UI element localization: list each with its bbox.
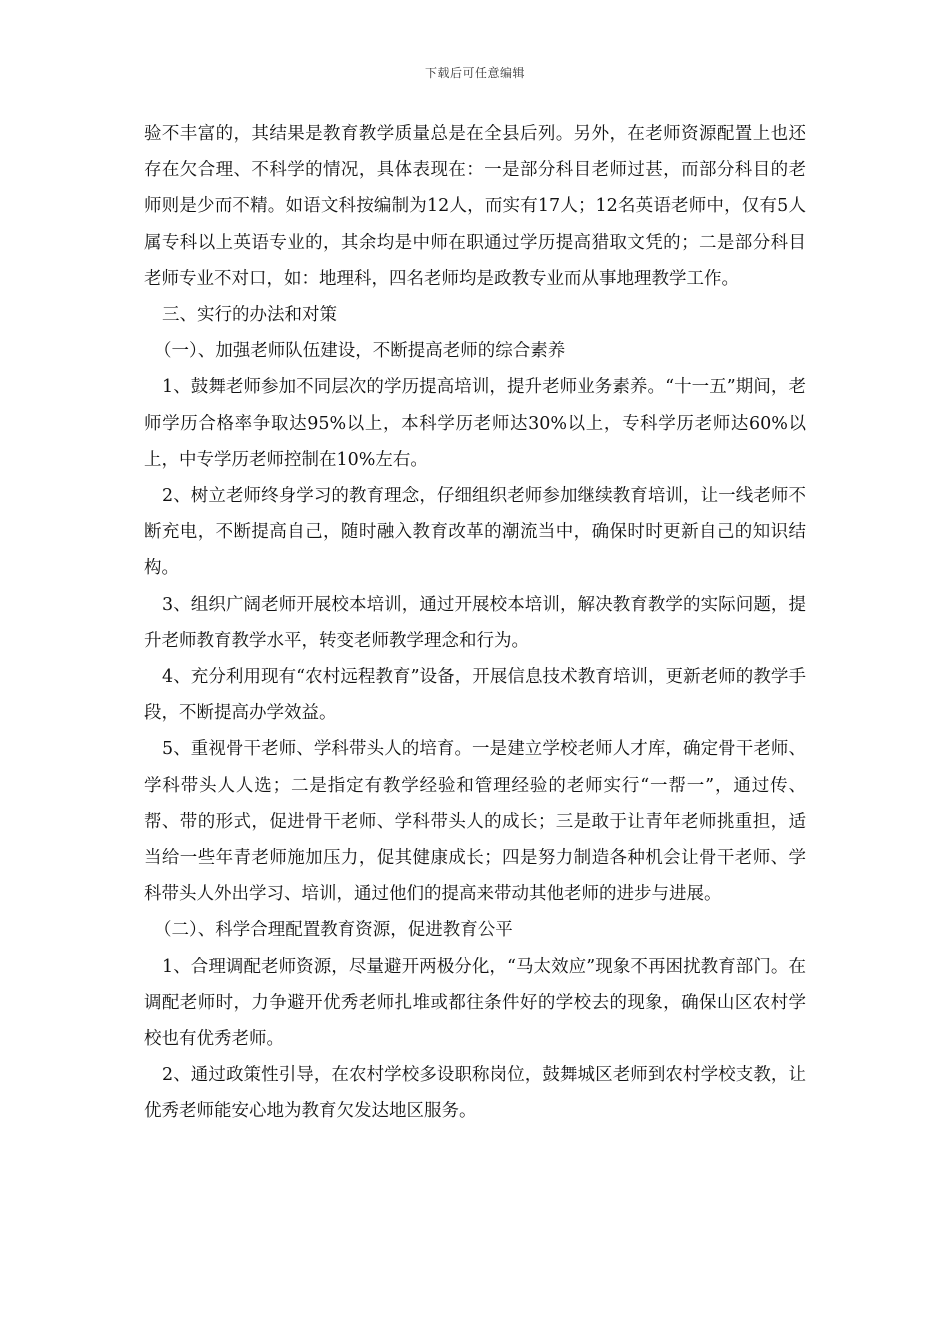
section-heading-3: 三、实行的办法和对策	[162, 305, 337, 326]
document-body	[144, 116, 806, 1130]
list-paragraph-5: 5、重视骨干老师、学科带头人的培育。一是建立学校老师人才库，确定骨干老师、学科带头人人选；二是指定有教学经验和管理经验的老师实行“一帮一”，通过传、帮、带的形式，促进骨干老师、学科带头人的成长；三是敢于让青年老师挑重担，适当给一些年青老师施加压力，促其健康成长；四是努力制造各种机会让骨干老师、学科带头人外出学习、培训，通过他们的提高来带动其他老师的进步与进展。	[144, 739, 806, 905]
list-paragraph-3: 3、组织广阔老师开展校本培训，通过开展校本培训，解决教育教学的实际问题，提升老师教育教学水平，转变老师教学理念和行为。	[144, 594, 806, 651]
list-paragraph-7: 2、通过政策性引导，在农村学校多设职称岗位，鼓舞城区老师到农村学校支教，让优秀老师能安心地为教育欠发达地区服务。	[144, 1065, 806, 1122]
subsection-heading-2: （二）、科学合理配置教育资源，促进教育公平	[154, 920, 513, 941]
list-paragraph-4: 4、充分利用现有“农村远程教育”设备，开展信息技术教育培训，更新老师的教学手段，不断提高办学效益。	[144, 667, 806, 724]
paragraph-continuation: 验不丰富的，其结果是教育教学质量总是在全县后列。另外，在老师资源配置上也还存在欠合理、不科学的情况，具体表现在：一是部分科目老师过甚，而部分科目的老师则是少而不精。如语文科按编制为12人，而实有17人；12名英语老师中，仅有5人属专科以上英语专业的，其余均是中师在职通过学历提高猎取文凭的；二是部分科目老师专业不对口，如：地理科，四名老师均是政教专业而从事地理教学工作。	[144, 124, 806, 289]
subsection-heading-1: （一）、加强老师队伍建设，不断提高老师的综合素养	[154, 341, 566, 362]
page-header: 下载后可任意编辑	[424, 66, 525, 80]
list-paragraph-2: 2、树立老师终身学习的教育理念，仔细组织老师参加继续教育培训，让一线老师不断充电，不断提高自己，随时融入教育改革的潮流当中，确保时时更新自己的知识结构。	[144, 486, 806, 579]
list-paragraph-1: 1、鼓舞老师参加不同层次的学历提高培训，提升老师业务素养。“十一五”期间，老师学历合格率争取达95%以上，本科学历老师达30%以上，专科学历老师达60%以上，中专学历老师控制在10%左右。	[144, 377, 806, 470]
list-paragraph-6: 1、合理调配老师资源，尽量避开两极分化，“马太效应”现象不再困扰教育部门。在调配老师时，力争避开优秀老师扎堆或都往条件好的学校去的现象，确保山区农村学校也有优秀老师。	[144, 956, 806, 1050]
